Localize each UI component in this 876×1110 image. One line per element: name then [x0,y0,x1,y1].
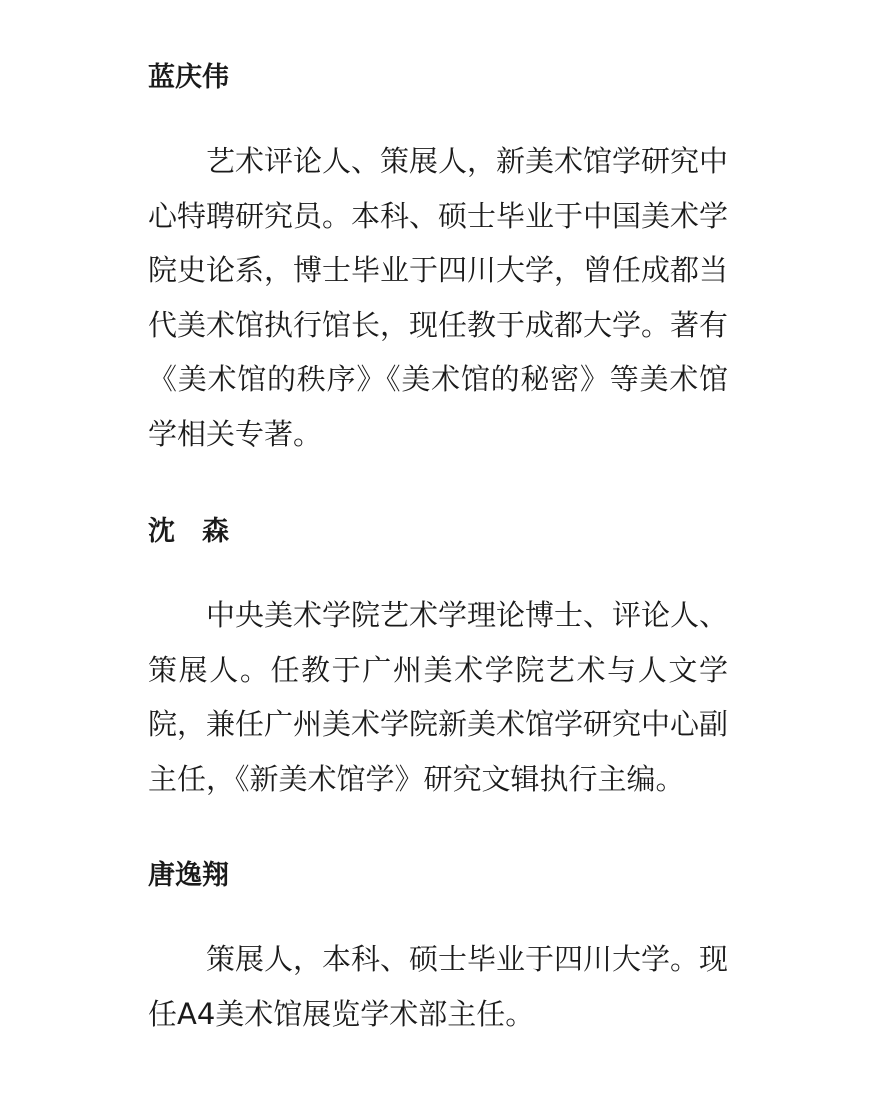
bio-entry [148,858,728,1041]
bio-entry [148,60,728,461]
bio-name: 沈 森 [148,516,229,547]
bio-text: 艺术评论人、策展人，新美术馆学研究中心特聘研究员。本科、硕士毕业于中国美术学院史论系，博士毕业于四川大学，曾任成都当代美术馆执行馆长，现任教于成都大学。著有《美术馆的秩序》《美术馆的秘密》等美术馆学相关专著。 [148,144,729,451]
bio-name: 蓝庆伟 [148,62,229,93]
bio-text: 中央美术学院艺术学理论博士、评论人、策展人。任教于广州美术学院艺术与人文学院，兼任广州美术学院新美术馆学研究中心副主任，《新美术馆学》研究文辑执行主编。 [148,598,729,796]
bio-entry [148,514,728,806]
bio-name: 唐逸翔 [148,860,229,891]
bio-text: 策展人，本科、硕士毕业于四川大学。现任A4美术馆展览学术部主任。 [148,942,729,1031]
